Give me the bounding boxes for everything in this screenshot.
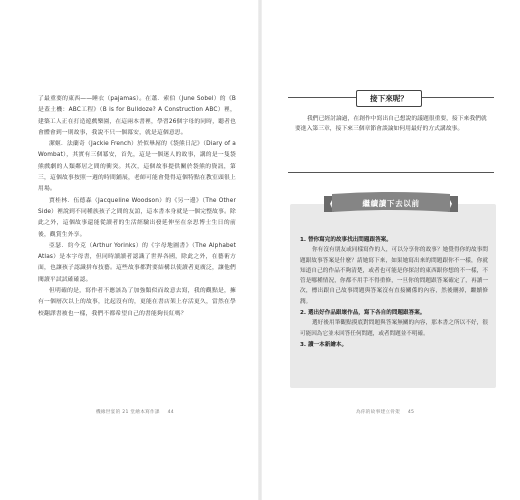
body-paragraph: 了最重要的東西——睡衣（pajamas）。在蕭．索伯（June Sobel）的《B是蓋土機：ABC工程》（B is for Bulldoze? A Construction ABC）裡，建築工人正在打造遊戲樂園，在這兩本書裡，學習26個字母的同時，聽者也會體會到一則故事，我說不只一個冪安，就是這個意思。 <box>38 96 236 136</box>
right-page-footer <box>356 409 414 415</box>
body-paragraph: 但明確的是，寫作者不應該為了加強類似而故意去寫，我的觀點是，擁有一個層次以上的故事，比起沒有的，更能在書店架上存活更久，當然在學校翻譯書被也一樣，我們不都希望自己的書能夠長紅嗎？ <box>38 288 236 317</box>
intro-text <box>295 114 489 135</box>
running-title: 機緣世宴的 21 堂繪本寫作課 <box>96 410 160 415</box>
section-heading: 接下來呢？ <box>356 90 422 107</box>
running-title: 為你的故事建立骨架 <box>356 410 401 415</box>
right-page <box>260 0 520 500</box>
exercise-item-text: 選好後用筆觀點摸底對問題與答案無關的內容，那本書之所以不好，很可能因為它並未回答任何問題，或者問題並不明確。 <box>300 320 488 337</box>
left-page-footer <box>96 409 174 415</box>
body-paragraph: 賈桂林．伍德森（Jacqueline Woodson）的《另一邊》（The Other Side）裡說到不同種族孩子之間的友誼，這本書本身就是一個完整故事。除此之外，這個故事還能從讀者的生活經驗出發延伸至在奈思博士生日的前後，觀賞生外享。 <box>38 197 236 238</box>
page-number: 44 <box>167 410 175 415</box>
left-page-body <box>38 94 236 320</box>
body-paragraph: 潔姬．法蘭奇（Jackie French）於似畢屌的《袋熊日記》（Diary of a Wombat），其實有三個冪安，首先，這是一個迷人的故事，講的是一隻袋熊戲劇的人類鄰居之間的衝突。其次，這個故事提供關於袋熊的資訊，第三，這個故事按照一週的時間鋪展，老師可能會覺得這個特點在教室頭很上用場。 <box>38 141 236 193</box>
page-number: 45 <box>407 410 415 415</box>
banner-title: 繼續讀下去以前 <box>362 199 420 208</box>
exercise-item-title: 3. 讀一本新繪本。 <box>300 341 348 348</box>
exercise-list <box>300 235 488 350</box>
intro-paragraph: 我們已經討論過，在創作中寫出自己想說的議題很重要，接下來我們就要進入第三章，接下來三個章節會談論如何用最好的方式講故事。 <box>295 116 487 133</box>
exercise-item-text: 你有沒有朋友或同樣寫作的人，可以分享你的故事？她覺得你的故事問題跟故事答案是什麼？請她寫下來，如果她寫出來的問題跟你不一樣，你就知道自己的作品不夠清楚，或者也可能是你探討的東西跟你想的不一樣，不管是哪種情況，你都不用手不得重修，一旦你的問題跟答案確定了，再讀一次，標出跟自己故事問題與答案沒有直接關係的內容，然後刪掉，繼續修潤。 <box>300 247 488 305</box>
exercise-item-title: 1. 替你寫完的故事找出問題跟答案。 <box>300 237 392 243</box>
intro-bottom-rule <box>288 172 494 173</box>
exercise-item-title: 2. 選出好作品跟壞作品，寫下各自的問題跟答案。 <box>300 310 426 317</box>
body-paragraph: 亞瑟．約今克（Arthur Yorinks）的《字母地圖書》（The Alphabet Atlas）是本字母書，但同時讀讀者認識了世界各國，除此之外，在藝術方面，也讓孩子認識拼布技藝。這些故事都對要結構以使讀者更廣泛，讓他們閱讀平試試確確認。 <box>38 242 236 283</box>
